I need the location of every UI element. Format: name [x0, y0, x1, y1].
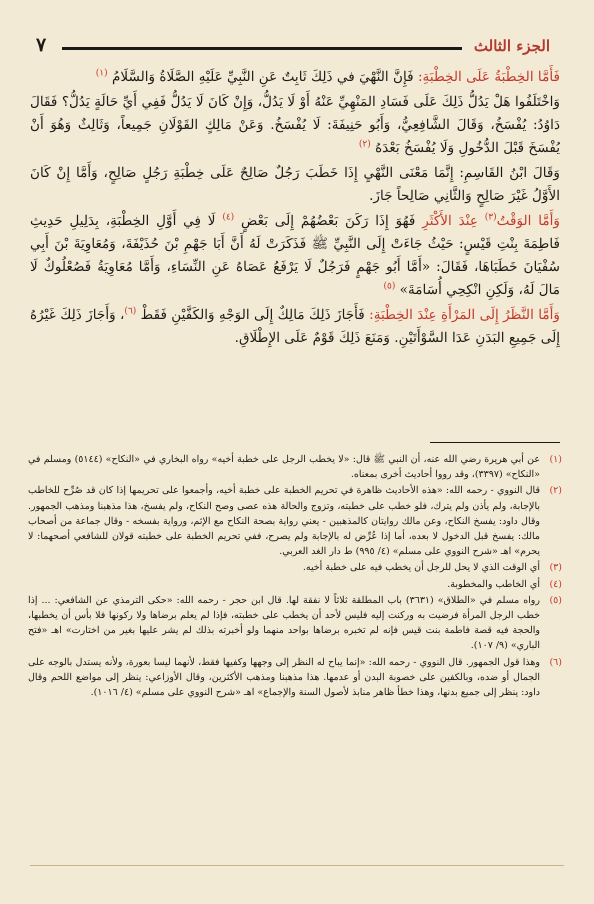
bottom-rule — [30, 865, 564, 866]
footnote-separator — [430, 442, 560, 443]
footnote-text: رواه مسلم في «الطلاق» (٣٦٣١) باب المطلقة ثلاثاً لا نفقة لها. قال ابن حجر - رحمه الله: «حكى الترمذي عن الشافعي: ... إذا خطب الرجل المرأة فرضيت به وركنت إليه فليس لأحد أن يخطب على خطبته، فإذا لم يعلم برضاها ولا ركونها فلا بأس أن يخطبها، والحجة فيه قصة فاطمة بنت قيس فإنه لم تخبره برضاها بواحد منهما ولو أخبرته بذلك لم يشر عليها بغير من اختارت» اهـ «فتح الباري» (٩/ ١٠٧). — [28, 594, 540, 652]
part-title: الجزء الثالث — [473, 37, 550, 55]
footnote-number: (٣) — [549, 562, 562, 574]
paragraph-time — [30, 210, 560, 302]
section-heading: فَأَمَّا الخِطْبَةُ عَلَى الخِطْبَةِ: — [417, 69, 560, 85]
footnotes — [28, 452, 562, 701]
footnote-text: عن أبي هريرة رضي الله عنه، أن النبي ﷺ قال: «لا يخطب الرجل على خطبة أخيه» رواه البخاري في «النكاح» (٥١٤٤) ومسلم في «النكاح» (٣٣٩٧)، وقد رووا أحاديث أخرى بمعناه. — [28, 454, 540, 481]
main-text — [30, 66, 560, 352]
footnote-ref: (٦) — [124, 306, 137, 317]
footnote — [28, 452, 562, 482]
paragraph-text: فَهُوَ إِذَا رَكَنَ بَعْضُهُمْ إِلَى بَعْضٍ — [234, 213, 423, 229]
footnote — [28, 560, 562, 575]
header-rule — [62, 47, 462, 50]
footnote — [28, 483, 562, 559]
section-heading: وَأَمَّا النَّظَرُ إِلَى المَرْأَةِ عِنْدَ الخِطْبَةِ: — [369, 307, 560, 323]
footnote-ref: (٣) — [484, 212, 497, 223]
paragraph-text: فَإِنَّ النَّهْيَ في ذَلِكَ ثَابِتٌ عَنِ النَّبِيِّ عَلَيْهِ الصَّلَاةُ وَالسَّلَامُ — [107, 69, 418, 85]
footnote-ref: (٥) — [383, 281, 396, 292]
footnote-number: (١) — [549, 454, 562, 465]
paragraph-text: فَأَجَازَ ذَلِكَ مَالِكٌ إِلَى الوَجْهِ وَالكَفَّيْنِ فَقَطْ — [136, 307, 370, 323]
paragraph-disagreement — [30, 91, 560, 160]
footnote — [28, 655, 562, 701]
paragraph-text: ، وَأَجَازَ ذَلِكَ غَيْرُهُ إِلَى جَمِيعِ البَدَنِ عَدَا السَّوْأَتَيْنِ. وَمَنَعَ ذَلِكَ قَوْمٌ عَلَى الإِطْلَاقِ. — [30, 307, 560, 346]
footnote-text: أي الخاطب والمخطوبة. — [447, 578, 540, 590]
paragraph-text: وَقَالَ ابْنُ القَاسِمِ: إِنَّمَا مَعْنَى النَّهْيِ إِذَا خَطَبَ رَجُلٌ صَالِحٌ عَلَى خِطْبَةِ رَجُلٍ صَالِحٍ، وَأَمَّا إِنْ كَانَ الأَوَّلُ غَيْرَ صَالِحٍ وَالثَّانِي صَالِحاً جَازَ. — [30, 165, 560, 204]
footnote-number: (٤) — [549, 578, 562, 590]
running-header — [36, 36, 550, 58]
footnote-number: (٦) — [549, 656, 562, 668]
paragraph-proposal-over-proposal — [30, 66, 560, 89]
footnote-text: وهذا قول الجمهور. قال النووي - رحمه الله: «إنما يباح له النظر إلى وجهها وكفيها فقط، لأنهما ليسا بعورة، ولأنه يستدل بالوجه على الجمال أو ضده، وبالكفين على خصوبة البدن أو عدمها. هذا مذهبنا ومذهب الأكثرين، وقال الأوزاعي: ينظر إلى مواضع اللحم وقال داود: ينظر إلى جميع بدنها، وهذا خطأ ظاهر منابذ لأصول السنة والإجماع» اهـ «شرح النووي على مسلم» (٤/ ١٠١٦). — [28, 656, 540, 699]
paragraph-ibn-qasim — [30, 162, 560, 208]
paragraph-text: وَاخْتَلَفُوا هَلْ يَدُلُّ ذَلِكَ عَلَى فَسَادِ المَنْهِيِّ عَنْهُ أَوْ لَا يَدُلُّ، وَإِنْ كَانَ لَا يَدُلُّ فَفِي أَيِّ حَالَةٍ يَدُلُّ؟ فَقَالَ دَاوُدُ: يُفْسَخُ، وَقَالَ الشَّافِعِيُّ، وَأَبُو حَنِيفَةَ: لَا يُفْسَخُ. وَعَنْ مَالِكٍ القَوْلَانِ جَمِيعاً، وَثَالِثٌ وَهُوَ أَنْ يُفْسَخَ قَبْلَ الدُّخُولِ وَلَا يُفْسَخُ بَعْدَهُ — [30, 94, 560, 156]
paragraph-looking — [30, 304, 560, 350]
page-number: ٧ — [36, 34, 47, 56]
footnote-ref: (٢) — [358, 139, 371, 150]
footnote-number: (٢) — [549, 485, 562, 497]
footnote — [28, 593, 562, 654]
section-heading: وَأَمَّا الوَقْتُ — [496, 213, 560, 229]
footnote-text: قال النووي - رحمه الله: «هذه الأحاديث ظاهرة في تحريم الخطبة على خطبة أخيه، وأجمعوا على تحريمها إذا كان قد صُرِّح للخاطب بالإجابة، ولم يأذن ولم يترك، فلو خطب على خطبته، وتزوج والحالة هذه عصى وصح النكاح، ولم يفسخ، هذا مذهبنا ومذهب الجمهور. وقال داود: يفسخ النكاح، وعن مالك روايتان كالمذهبين - يعني رواية بصحة النكاح مع الإثم، ورواية بفسخه - وقال جماعة من أصحاب مالك: يفسخ قبل الدخول لا بعده، أما إذا عُرِّض له بالإجابة ولم يصرح، ففي تحريم الخطبة على خطبته قولان للشافعي أصحهما: لا يحرم» اهـ «شرح النووي على مسلم» (٤/ ٩٩٥) ط دار الغد العربي. — [28, 485, 540, 558]
footnote-ref: (٤) — [222, 212, 235, 223]
footnote-number: (٥) — [549, 594, 562, 606]
section-heading: عِنْدَ الأَكْثَرِ — [422, 213, 485, 229]
paragraph-text: لَا فِي أَوَّلِ الخِطْبَةِ، بِدَلِيلِ حَدِيثِ فَاطِمَةَ بِنْتِ قَيْسٍ: حَيْثُ جَاءَتْ إِلَى النَّبِيِّ ﷺ فَذَكَرَتْ لَهُ أَنَّ أَبَا جَهْمِ بْنَ حُذَيْفَةَ، وَمُعَاوِيَةَ بْنَ أَبِي سُفْيَانَ خَطَبَاهَا، فَقَالَ: «أَمَّا أَبُو جَهْمٍ فَرَجُلٌ لَا يَرْفَعُ عَصَاهُ عَنِ النِّسَاءِ، وَأَمَّا مُعَاوِيَةُ فَصُعْلُوكٌ لَا مَالَ لَهُ، وَلَكِنِ انْكِحِي أُسَامَةَ» — [30, 213, 560, 298]
footnote-text: أي الوقت الذي لا يحل للرجل أن يخطب فيه على خطبة أخيه. — [302, 562, 540, 574]
footnote-ref: (١) — [95, 68, 108, 79]
footnote — [28, 577, 562, 592]
